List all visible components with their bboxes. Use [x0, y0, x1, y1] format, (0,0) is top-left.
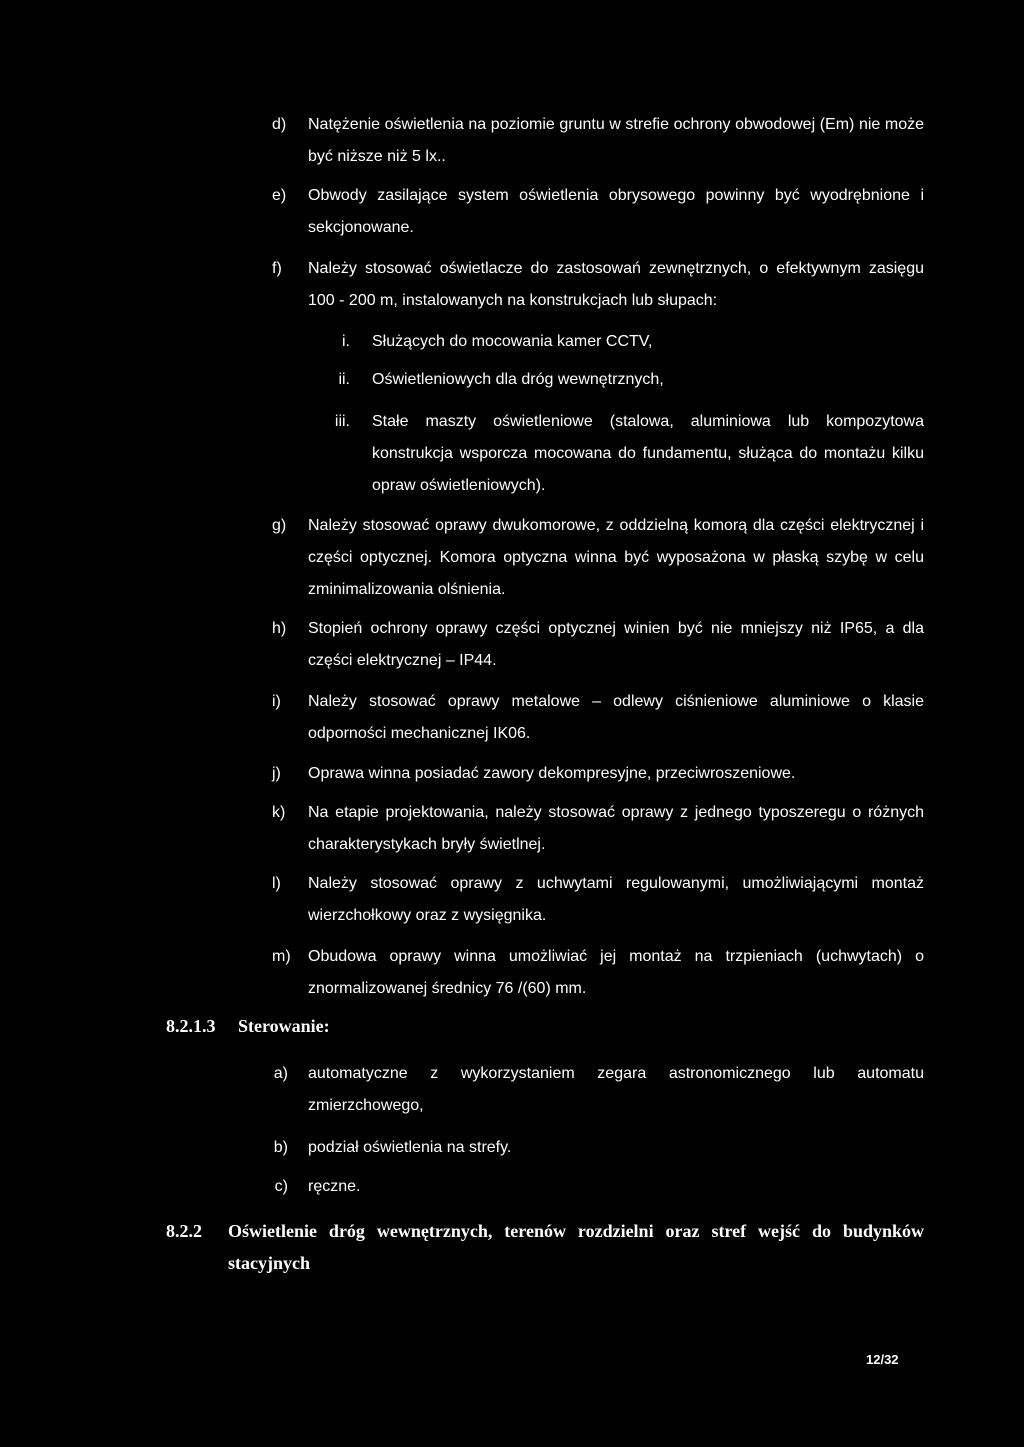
item-text: automatyczne z wykorzystaniem zegara astronomicznego lub automatu zmierzchowego,: [308, 1065, 924, 1114]
subitem-label: i.: [342, 333, 350, 350]
list-item-f: [272, 253, 924, 317]
page-number: 12/32: [866, 1352, 899, 1367]
item-label: h): [272, 620, 287, 637]
control-item-b: [262, 1132, 924, 1164]
item-text: Oprawa winna posiadać zawory dekompresyjne, przeciwroszeniowe.: [308, 765, 796, 782]
subitem-label: iii.: [334, 413, 350, 430]
item-label: k): [272, 804, 286, 821]
list-item-e: [272, 180, 924, 244]
section-number: 8.2.1.3: [166, 1016, 216, 1036]
control-item-a: [262, 1058, 924, 1122]
section-number: 8.2.2: [166, 1221, 202, 1241]
sublist-item-iii: [300, 406, 924, 502]
list-item-k: [272, 797, 924, 861]
item-label: g): [272, 517, 287, 534]
list-item-d: [272, 109, 924, 173]
item-text: Należy stosować oprawy z uchwytami regulowanymi, umożliwiającymi montaż wierzchołkowy oraz z wysięgnika.: [308, 875, 924, 924]
item-label: m): [272, 948, 291, 965]
section-title: Oświetlenie dróg wewnętrznych, terenów rozdzielni oraz stref wejść do budynków stacyjnych: [228, 1221, 924, 1273]
item-text: Należy stosować oprawy metalowe – odlewy ciśnieniowe aluminiowe o klasie odporności mechanicznej IK06.: [308, 693, 924, 742]
list-item-l: [272, 868, 924, 932]
sublist-item-ii: [300, 364, 924, 396]
item-text: Obwody zasilające system oświetlenia obrysowego powinny być wyodrębnione i sekcjonowane.: [308, 187, 924, 236]
item-label: e): [272, 187, 287, 204]
item-text: Należy stosować oświetlacze do zastosowań zewnętrznych, o efektywnym zasięgu 100 - 200 m, instalowanych na konstrukcjach lub słupach:: [308, 260, 924, 309]
item-text: podział oświetlenia na strefy.: [308, 1139, 512, 1156]
list-item-i: [272, 686, 924, 750]
subitem-label: ii.: [338, 371, 350, 388]
item-label: j): [272, 765, 281, 782]
item-label: f): [272, 260, 282, 277]
list-item-g: [272, 510, 924, 606]
item-text: Należy stosować oprawy dwukomorowe, z oddzielną komorą dla części elektrycznej i części optycznej. Komora optyczna winna być wyposażona w płaską szybę w celu zminimalizowania olśnienia.: [308, 517, 924, 598]
subitem-text: Oświetleniowych dla dróg wewnętrznych,: [372, 371, 664, 388]
item-label: c): [274, 1178, 288, 1195]
item-label: d): [272, 116, 287, 133]
item-label: l): [272, 875, 281, 892]
subitem-text: Stałe maszty oświetleniowe (stalowa, aluminiowa lub kompozytowa konstrukcja wsporcza mocowana do fundamentu, służąca do montażu kilku opraw oświetleniowych).: [372, 413, 924, 494]
section-title: Sterowanie:: [238, 1016, 330, 1036]
control-item-c: [262, 1171, 924, 1203]
item-text: Obudowa oprawy winna umożliwiać jej montaż na trzpieniach (uchwytach) o znormalizowanej średnicy 76 /(60) mm.: [308, 948, 924, 997]
item-label: b): [273, 1139, 288, 1156]
item-text: Stopień ochrony oprawy części optycznej winien być nie mniejszy niż IP65, a dla części elektrycznej – IP44.: [308, 620, 924, 669]
subitem-text: Służących do mocowania kamer CCTV,: [372, 333, 653, 350]
item-label: a): [273, 1065, 288, 1082]
section-heading-lighting: [166, 1215, 924, 1279]
item-text: ręczne.: [308, 1178, 361, 1195]
sublist-item-i: [300, 326, 924, 358]
list-item-h: [272, 613, 924, 677]
item-text: Natężenie oświetlenia na poziomie gruntu w strefie ochrony obwodowej (Em) nie może być niższe niż 5 lx..: [308, 116, 924, 165]
list-item-j: [272, 758, 924, 790]
list-item-m: [272, 941, 924, 1005]
item-label: i): [272, 693, 281, 710]
item-text: Na etapie projektowania, należy stosować oprawy z jednego typoszeregu o różnych charakterystykach bryły świetlnej.: [308, 804, 924, 853]
